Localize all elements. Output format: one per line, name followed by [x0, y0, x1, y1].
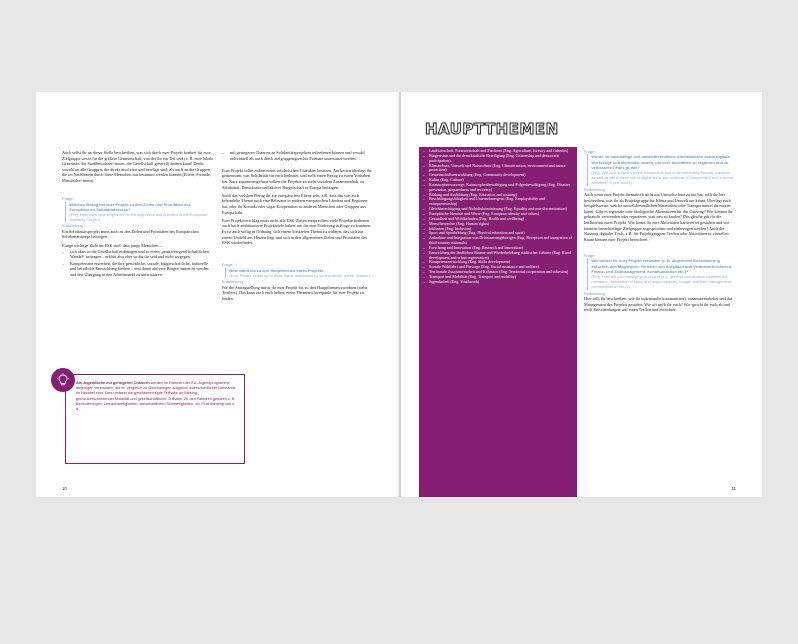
question-text: Wie werdet ihr euer Projekt verwalten (z. B. allgemeine Koordinierung zwischen den Mitgliedern, Verteilen von Aufgaben und Verantwortlichkeiten, Finanz- und Zeitmanagement, Kommunikation etc.)? — [591, 258, 733, 274]
topic-item: – Entwicklung der ländlichen Räume und Wiederbelebung städtischer Gebiete (Eng. Rural development and urban regeneration) — [423, 251, 573, 261]
question-label: Frage: — [584, 252, 596, 258]
topic-item: – Kultur (Eng. Culture) — [423, 178, 573, 183]
hint-box — [65, 374, 245, 464]
question-text: Wurde ihr nachhaltige und umweltfreundliche Arbeitsweisen sowie digitale Werkzeuge und Methoden nutzen, um eure Aktivitäten zu ergänzen und zu verbessern? Falls ja, wie? — [591, 154, 730, 170]
left-column-2 — [222, 150, 374, 304]
goals-lead: Einige wichtige Ziele im ESK sind, dass junge Menschen ... — [62, 242, 163, 248]
question-english: (Eng. How does your project link to the objectives and priorities of the European Solidarity Corps?) — [69, 211, 207, 223]
paragraph: Euer Projektvorschlag muss nicht alle ESK-Zielen entsprechen, viele Projekte bedienen auch hoch-ambitionierte Projektziele haben, um für eine Förderung in Frage zu kommen. Es ist auch völlig in Ordnung, sich einem konkreten Thema zu widmen, das sich aus eurem Umfeld ans Herzen liegt und sich in den allgemeinen Zielen und Prioritäten des ESK wiederfindet. — [222, 217, 372, 246]
right-column — [584, 149, 736, 315]
list-item: – sich aktiv in die Gesellschaft einbringen und so einen „positiven gesellschaftlichen Wandel“ beitragen – erklärt also eher wofür ihr seid und nicht wogegen. — [62, 249, 214, 260]
topic-item: – Bildung und Ausbildung (Eng. Education and training) — [423, 193, 573, 198]
topic-item: – Transport und Mobilität (Eng. Transport and mobility) — [423, 275, 573, 280]
question-bar — [225, 268, 226, 278]
answer-label: Erläuterung: — [584, 186, 606, 192]
left-column-1 — [62, 150, 214, 278]
topic-item: – Beschäftigungsfähigkeit und Unternehmergeist (Eng. Employability and entrepreneurship) — [423, 197, 573, 207]
topic-item: – Soziale Wohlfahrt und Fürsorge (Eng. Social assistance and welfare) — [423, 265, 573, 270]
paragraph: Stellt dar, welchen Bezug ihr zur europäischen Ebene seht, z.B. dass das von euch behandelte Thema auch eine Relevanz in anderen europäischen Ländern und Regionen hat, oder ihr Kontakt oder sogar Kooperation zu anderen Menschen oder Gruppen aus Europa habt. — [222, 192, 368, 215]
right-page — [401, 92, 762, 497]
list-item: – mit geringeren Chancen an Solidaritätsprojekten teilnehmen können und sowohl individuell als auch durch zielgruppengerechte Formate unterstützt werden. — [222, 150, 374, 161]
answer-text: Auch wenn euer Projekt thematisch nicht mit Umweltschutz zu tun hat, sollt ihr hier beschreiben, was ihr als Projektgruppe für Klima und Umwelt tun könnt. Überlegt euch beispielsweise, welche umweltfreundlichen Materialien oder Transportmittel ihr nutzen könnt. Gibt es regionale oder ökologische Alternativen für das Catering? Wie könntet ihr gebraucht verwenden oder reparieren, statt neu zu kaufen? Das gleiche gilt für die Inklusivität eures Projekt. Wie könnt ihr eure Aktivitäten barrierefrei gestalten und wie könnten benachteiligte Zielgruppe angesprochen und einbezogen werden? Auch die Nutzung digitaler Tools, z.B. für Projektgruppen-Treffen oder Aktivitäten in virtuellen Raum können euer Projekt bereichern. — [584, 192, 733, 242]
answer-text: Für die Antragstellung müsst ihr euer Projekt bis zu drei Hauptthemen zuordnen (siehe Textbox). Das kann auch euch helfen, einen Themenschwerpunkt für euer Projekt zu finden. — [222, 284, 368, 301]
topic-item: – Kompetenzentwicklung (Eng. Skills development) — [423, 260, 573, 265]
left-page — [36, 92, 399, 497]
hint-text: werden im Rahmen der EU-Jugendprogramme diejenigen verstanden, die im Vergleich zu Gleichaltrigen aufgrund unterschiedlicher Umstände im Nachteil sind. Dies umfasst die gleichberechtigte Teilhabe an Bildung, grenzüberschreitender Mobilität und gesellschaftlicher Teilhabe. Zu den Faktoren gehören z. B. Behinderungen, Lernschwierigkeiten, wirtschaftlichen Schwierigkeiten, ein Fluchthintergrund o. ä. — [76, 381, 236, 412]
question-bar — [587, 258, 588, 289]
question-english: (Eng. How will you manage your project (e.g. general coordination between the members, distribution of tasks and responsibilities, budget and time management, communication etc.)?) — [591, 273, 733, 290]
topic-item: – Inklusion (Eng. Inclusion) — [423, 227, 573, 232]
question-block — [222, 268, 374, 278]
topic-item: – Territoriale Zusammenarbeit und Kohäsion (Eng. Territorial cooperation and cohesion) — [423, 270, 573, 275]
topic-item: – Europäische Identität und Werte (Eng. European identity and values) — [423, 212, 573, 217]
topics-list — [423, 149, 573, 285]
answer-label: Erläuterung: — [222, 279, 244, 285]
question-block — [62, 202, 214, 223]
topic-item: – Gemeinschaftsentwicklung (Eng. Community development) — [423, 173, 573, 178]
lightbulb-icon — [51, 368, 75, 392]
question-label: Frage: — [62, 196, 74, 202]
topic-item: – Gleichberechtigung und Nichtdiskriminierung (Eng. Equality and non-discrimination) — [423, 207, 573, 212]
topic-item: – Katastrophenvorsorge, Katastrophenbewältigung und Folgenbewältigung (Eng. Disaster prevention, preparedness and recovery) — [423, 183, 573, 193]
question-english: (Eng. Will your project include sustainable and environmentally-friendly practices, as well as will it make use of digital tools and methods to complement and improve activities? If yes, how?) — [591, 170, 734, 186]
page-number: 11 — [731, 486, 736, 491]
answer-label: Erläuterung: — [584, 290, 606, 296]
topic-item: – Forschung und Innovation (Eng. Research and innovation) — [423, 246, 573, 251]
question-block — [584, 154, 736, 185]
topic-item: – Klimaschutz, Umwelt und Naturschutz (Eng. Climate action, environment and nature protection) — [423, 164, 573, 174]
hint-strong: Als Jugendliche mit geringeren Chancen — [76, 381, 150, 385]
topic-item: – Gesundheit und Wohlbefinden (Eng. Health and wellbeing) — [423, 217, 573, 222]
question-bar — [587, 154, 588, 185]
question-bar — [65, 202, 66, 223]
topic-item: – Jugendarbeit (Eng. Youthwork) — [423, 280, 573, 285]
topic-item: – Bürgerrsinn und die demokratische Beteiligung (Eng. Citizenship and democratic participation) — [423, 154, 573, 164]
question-text: Welchen Bezug hat euer Projekt zu den Zielen und Prioritäten des Europäischen Solidaritätskorps? — [69, 201, 191, 212]
question-text: Bitte wählt bis zu drei Hauptthemen eures Projekts. — [229, 267, 325, 273]
question-block — [584, 258, 736, 289]
list-item: – Kompetenzen erwerben, die ihre persönliche, soziale, bürgerschaftliche, kulturelle und berufliche Entwicklung fördern – und damit aktivere Bürger/-innen zu werden und den Übergang in den Arbeitsmarkt zu unterstützen. — [62, 261, 214, 278]
topic-item: – Menschenrechte (Eng. Human rights) — [423, 222, 573, 227]
question-label: Frage: — [222, 262, 234, 268]
answer-label: Erläuterung: — [62, 223, 84, 229]
topic-item: – Landwirtschaft, Forstwirtschaft und Fischerei (Eng. Agriculture, forestry and fisheries) — [423, 149, 573, 154]
topic-item: – Sport und Sportbildung (Eng. Physical education and sport) — [423, 231, 573, 236]
intro-paragraph: Auch sollst ihr an dieser Stelle beschreiben, was sich durch euer Projekt konkret für eure Zielgruppe sowie für die größere Gemeinschaft, von der ihr ein Teil seid (z. B. eure lokale Gemeinde, die Stadtbewohner/-innen, die Gesellschaft generell) ändern kann! Denkt sowohl an alle Gruppen, die direkt involviert und beteiligt sind, als auch an die Gruppen, die im Nachhinein durch diese Menschen mit bestimmt werden können (Eltern, Freunde, Mitschüler/-innen). — [62, 150, 214, 183]
paragraph: Euer Projekt sollte zudem einen solidarischen Charakter besitzen. Am besten überlegt ihr gemeinsam, was Solidarität für euch bedeutet, und stellt einen Bezug zu euren Vorhaben her. Kurz zusammengefasst sollten die Projekte zu mehr sozialem Zusammenhalt, zu Solidarität, Demokratie und aktiver Bürgerschaft in Europa beitragen. — [222, 167, 372, 190]
topic-item: – Aufnahme und Integration von Drittstaatsangehörigen (Eng. Reception and integration of third-country nationals) — [423, 236, 573, 246]
page-number: 10 — [62, 486, 67, 491]
question-english: (Eng. Please select up to three topics addressed by your project)* (siehe Textbox) — [229, 272, 370, 278]
answer-text: Ein Solidaritätsprojekt muss auch zu den Zielen und Prioritäten des Europäischen Solidaritätskorps beitragen. — [62, 228, 199, 240]
answer-text: Hier sollt ihr beschreiben, wie ihr miteinander kommuniziert, zusammenarbeitet und das Management des Projekts gestaltet. Wie oft trefft ihr euch? Wie spricht ihr euch ab und trefft Entscheidungen: auf einen Treffen und zwischen- — [584, 296, 733, 313]
topics-title: HAUPTTHEMEN — [425, 120, 559, 138]
goals-list — [62, 249, 214, 278]
question-label: Frage: — [584, 149, 596, 154]
